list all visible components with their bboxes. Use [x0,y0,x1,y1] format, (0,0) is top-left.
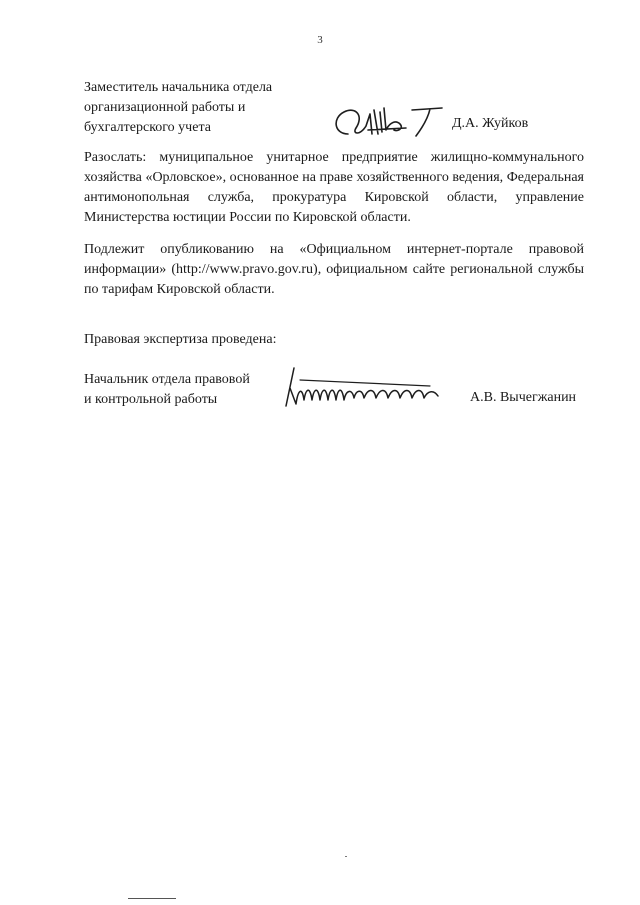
signatory-1-title-line: организационной работы и [84,100,246,115]
signatory-1-title [84,78,304,138]
signatory-2-title-line: и контрольной работы [84,392,218,407]
scan-speck [345,856,347,857]
signature-2 [280,360,450,412]
distribution-paragraph: Разослать: муниципальное унитарное предприятие жилищно-коммунального хозяйства «Орловское», основанное на праве хозяйственного ведения, Федеральная антимонопольная служба, прокуратура Кировской области, управление Министерства юстиции России по Кировской области. [84,150,584,225]
signatory-2-title [84,370,304,410]
signatory-2-name: А.В. Вычегжанин [470,390,577,405]
legal-review-text: Правовая экспертиза проведена: [84,332,277,347]
signatory-1-title-line: Заместитель начальника отдела [84,80,273,95]
signatory-1-title-line: бухгалтерского учета [84,120,211,135]
publication-paragraph: Подлежит опубликованию на «Официальном интернет-портале правовой информации» (http://www.pravo.gov.ru), официальном сайте региональной службы по тарифам Кировской области. [84,242,584,297]
signature-1 [330,100,450,142]
signatory-2-title-line: Начальник отдела правовой [84,372,250,387]
page-number: 3 [317,34,323,46]
signatory-1-name: Д.А. Жуйков [452,116,529,131]
scan-footer-line [128,898,176,899]
